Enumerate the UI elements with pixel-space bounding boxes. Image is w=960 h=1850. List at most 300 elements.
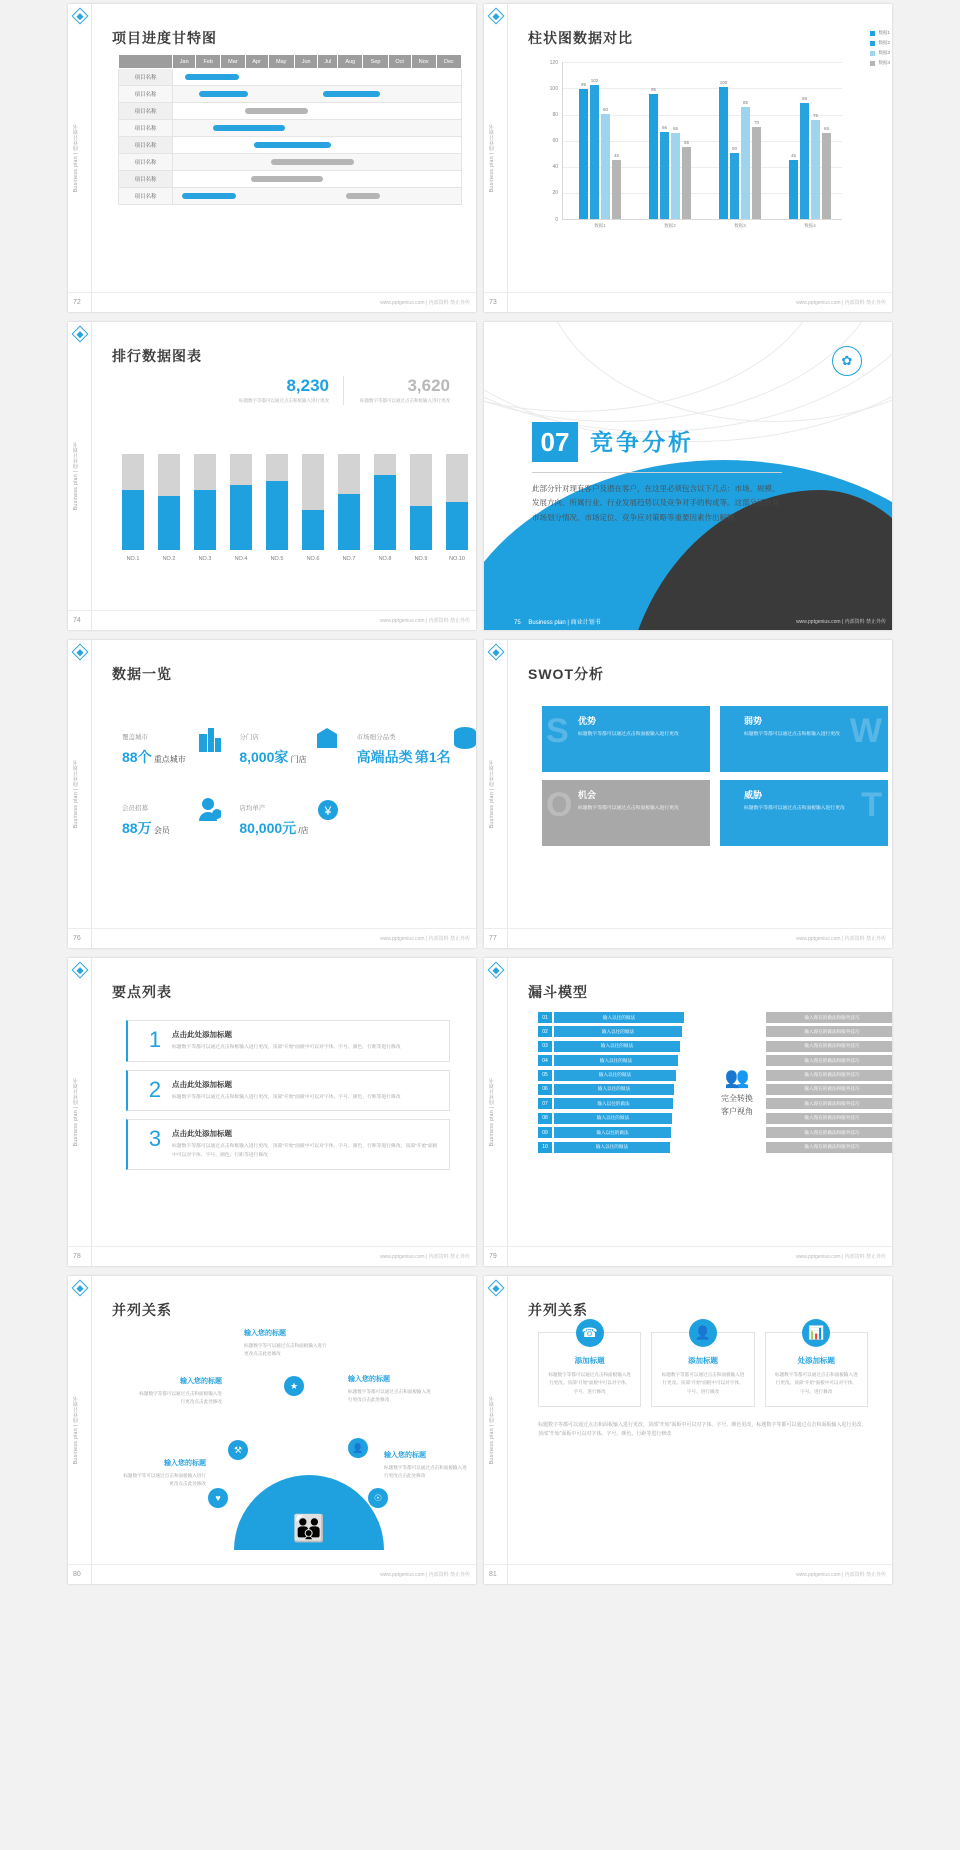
city-icon [199,726,221,752]
funnel-center-label: 完全转换 客户视角 [721,1094,753,1116]
slide-rail [68,4,92,312]
page-title: 柱状图数据对比 [528,30,633,46]
data-item-empty [357,803,474,838]
table-row[interactable] [119,103,462,120]
person-icon: 👤 [689,1319,717,1347]
rank-column: NO.8 [374,454,396,550]
info-card[interactable] [651,1325,754,1407]
gantt-month: Feb [196,55,221,69]
diamond-icon [72,1280,89,1297]
quadrant-desc: 标题数字等都可以通过点击和框输入进行更改 [744,732,840,737]
gantt-month: Apr [245,55,268,69]
bar: 80 [601,114,610,219]
stat-value: 3,620 [407,376,450,395]
chart-legend [870,30,890,70]
slide-rail [68,958,92,1266]
section-title: 竞争分析 [590,429,694,455]
gantt-row-label: 项目名称 [119,120,173,137]
y-axis [542,60,560,223]
item-caption: 店均单产 [239,805,266,812]
slide-body [92,1276,476,1564]
bar: 75 [811,120,820,219]
funnel-row[interactable]: 04 输入以往的做法 [538,1055,684,1066]
gantt-month: Sep [363,55,388,69]
page-title: SWOT分析 [528,666,604,682]
rank-column: NO.5 [266,454,288,550]
gantt-bar [182,193,237,199]
bar: 66 [660,132,669,219]
bar: 65 [671,133,680,219]
section-number: 07 [532,422,578,462]
rail-label: Business plan | 商业计划书 [73,441,79,511]
slide-body [508,958,892,1246]
slide-rail [68,322,92,630]
page-title: 并列关系 [112,1302,172,1318]
page-number: 72 [73,299,81,306]
y-tick: 40 [552,164,558,170]
rank-column: NO.9 [410,454,432,550]
quadrant-title: 威胁 [744,790,763,800]
rank-column: NO.2 [158,454,180,550]
card-title: 添加标题 [687,1356,718,1365]
footer-note: www.pptgenius.com | 内部资料 禁止外传 [796,619,886,625]
footer-note: www.pptgenius.com | 内部资料 禁止外传 [380,1254,470,1260]
slide-75[interactable] [484,322,892,630]
item-value: 80,000元 /店 [239,820,309,836]
gantt-bar [346,193,381,199]
ranking-chart [122,454,465,566]
diamond-icon [72,644,89,661]
quadrant-desc: 标题数字等都可以通过点击和面板输入进行更改 [578,732,679,737]
table-row[interactable] [119,154,462,171]
bar: 85 [741,107,750,219]
gantt-bar [254,142,332,148]
rank-column: NO.3 [194,454,216,550]
slide-73[interactable] [484,4,892,312]
data-item [122,803,239,838]
page-number: 76 [73,935,81,942]
gantt-month: Aug [338,55,363,69]
table-row[interactable] [119,69,462,86]
gantt-row-label: 项目名称 [119,103,173,120]
legend-item: 数据1 [870,30,890,36]
diagram-item[interactable]: 输入您的标题 标题数字等可以通过点击和面板输入进行更改点击此处修改 [244,1330,327,1357]
funnel-row[interactable]: 03 输入以往的做法 [538,1041,684,1052]
gantt-bar [271,159,355,165]
gantt-row-label: 项目名称 [119,188,173,205]
slide-76[interactable] [68,640,476,948]
gantt-bar [185,74,240,80]
card-title: 添加标题 [574,1356,605,1365]
data-overview [122,732,474,874]
table-row[interactable] [119,171,462,188]
parallel-diagram [116,1328,466,1558]
gantt-track [173,154,462,171]
gantt-month: Dec [436,55,461,69]
quadrant-desc: 标题数字等都可以通过点击和面板输入进行更改 [578,806,679,811]
slide-74[interactable] [68,322,476,630]
funnel-right-column [766,1012,892,1156]
page-title: 并列关系 [528,1302,588,1318]
person-icon: 👤 [348,1438,368,1458]
funnel-row[interactable]: 输入现在的做法和服务技巧 [766,1113,892,1124]
stat-desc: 标题数字等都可以通过点击和框输入进行更改 [360,398,450,403]
x-tick: 数据2 [664,223,676,228]
page-number: 73 [489,299,497,306]
gantt-row-label: 项目名称 [119,86,173,103]
member-icon [199,797,221,821]
x-tick: 数据4 [804,223,816,228]
item-value: 88万 会员 [122,820,170,836]
gantt-row-label: 项目名称 [119,154,173,171]
footer-note: www.pptgenius.com | 内部资料 禁止外传 [796,1572,886,1578]
diamond-icon [488,1280,505,1297]
heart-icon: ♥ [208,1488,228,1508]
swot-quadrant-strength[interactable] [542,706,710,772]
gantt-table [118,54,462,205]
rail-label: Business plan | 商业计划书 [489,123,495,193]
item-desc: 标题数字等都可以通过点击和框输入进行更改，顶部“开始”面板中可以对字体、字号、颜色、行距等进行修改 [172,1094,401,1100]
gantt-track [173,69,462,86]
diamond-icon [488,644,505,661]
slide-body [92,322,476,610]
funnel-row[interactable]: 09 输入以往的做法 [538,1127,684,1138]
funnel-row[interactable]: 输入现在的做法和服务技巧 [766,1055,892,1066]
page-title: 排行数据图表 [112,348,202,364]
item-value: 8,000家 门店 [239,749,307,765]
slide-79[interactable] [484,958,892,1266]
gantt-track [173,188,462,205]
page-title: 数据一览 [112,666,172,682]
bar: 50 [730,153,739,219]
plot-area [562,62,842,228]
table-row[interactable] [119,120,462,137]
quadrant-desc: 标题数字等都可以通过点击和面板输入进行更改 [744,806,845,811]
gantt-bar [199,91,248,97]
store-icon [315,726,339,750]
bar: 45 [789,160,798,219]
data-item [239,803,356,838]
y-tick: 20 [552,190,558,196]
y-tick: 100 [549,86,558,92]
rank-column: NO.6 [302,454,324,550]
card-title: 处添加标题 [797,1356,836,1365]
footer-note: www.pptgenius.com | 内部资料 禁止外传 [380,300,470,306]
slide-body [508,4,892,292]
footer-note: www.pptgenius.com | 内部资料 禁止外传 [380,936,470,942]
funnel-row[interactable]: 07 输入以往的做法 [538,1098,684,1109]
y-tick: 60 [552,138,558,144]
y-tick: 0 [555,217,558,223]
diagram-item[interactable]: 输入您的标题 标题数字等都可以通过点击和面板输入进行更改点击此处修改 [139,1378,222,1405]
slide-body [508,1276,892,1564]
gantt-row-label: 项目名称 [119,137,173,154]
gantt-track [173,103,462,120]
swot-letter: T [861,786,882,824]
list-item[interactable] [126,1119,450,1169]
logo-badge: ✿ [832,346,862,376]
svg-text:¥: ¥ [324,804,331,818]
rail-label: Business plan | 商业计划书 [73,1077,79,1147]
divider [343,376,344,405]
list-item[interactable] [126,1020,450,1062]
quadrant-title: 机会 [578,790,597,800]
bar: 100 [719,87,728,219]
card-desc: 标题数字等都可以通过点击和面板输入进行更改。顶部“开始”面板中可以对字体、字号、进行修改 [661,1372,745,1394]
slide-78[interactable] [68,958,476,1266]
funnel-row[interactable]: 05 输入以往的做法 [538,1070,684,1081]
cover-footer [514,617,601,626]
funnel-row[interactable]: 输入现在的做法和服务技巧 [766,1012,892,1023]
gantt-track [173,120,462,137]
slide-rail [68,1276,92,1584]
bar-group [579,78,621,228]
globe-icon: ☉ [368,1488,388,1508]
slide-body [508,640,892,928]
page-number: 80 [73,1571,81,1578]
swot-letter: S [546,712,569,750]
presentation-icon: 📊 [802,1319,830,1347]
gantt-month: Mar [221,55,246,69]
slide-80[interactable] [68,1276,476,1584]
card-desc: 标题数字等都可以通过点击和面板输入进行更改。顶部“开始”面板中可以对字体、字号、进行修改 [774,1372,858,1394]
slide-footer [68,1564,476,1584]
item-number: 2 [148,1076,162,1102]
bar: 95 [649,94,658,219]
gantt-month: Nov [411,55,436,69]
gantt-header-row [119,55,462,69]
funnel-row[interactable]: 输入现在的做法和服务技巧 [766,1026,892,1037]
list-item[interactable] [126,1070,450,1112]
slide-72[interactable] [68,4,476,312]
page-number: 79 [489,1253,497,1260]
footer-note: www.pptgenius.com | 内部资料 禁止外传 [796,936,886,942]
shield-icon: ★ [284,1376,304,1396]
rail-label: Business plan | 商业计划书 [489,759,495,829]
page-number: 81 [489,1571,497,1578]
swot-quadrant-weakness[interactable] [720,706,888,772]
stat-desc: 标题数字等都可以通过点击和框输入进行更改 [239,398,329,403]
y-tick: 120 [549,60,558,66]
legend-item: 数据2 [870,40,890,46]
page-title: 项目进度甘特图 [112,30,217,46]
diagram-item[interactable]: 输入您的标题 标题数字等都可以通过点击和面板输入进行更改点击此处修改 [384,1452,467,1479]
slide-footer [68,928,476,948]
stat-value: 8,230 [286,376,329,395]
gantt-corner [119,55,173,69]
money-icon [317,797,339,821]
data-item [239,732,356,767]
rank-column: NO.4 [230,454,252,550]
column-chart [542,62,842,242]
rail-label: Business plan | 商业计划书 [73,1395,79,1465]
arch-shape [234,1475,384,1550]
headset-icon: ☎ [576,1319,604,1347]
slide-77[interactable] [484,640,892,948]
slide-body [92,640,476,928]
item-desc: 标题数字等都可以通过点击和框输入进行更改，顶部“开始”面板中可以对字体、字号、颜色、行距等进行修改，顶部“开始”面板中可以对字体、字号、颜色、行距等进行修改 [172,1144,438,1158]
funnel-row[interactable]: 输入现在的做法和服务技巧 [766,1070,892,1081]
legend-item: 数据3 [870,50,890,56]
rank-column: NO.10 [446,454,468,550]
stat-row [237,376,450,405]
stat-card [237,376,329,405]
bar: 70 [752,127,761,219]
swot-quadrant-threat[interactable] [720,780,888,846]
data-item [122,732,239,767]
tools-icon: ⚒ [228,1440,248,1460]
funnel-row[interactable]: 01 输入以往的做法 [538,1012,684,1023]
x-tick: 数据3 [734,223,746,228]
card-group-note: 标题数字等都可以通过点击和面板输入进行更改，顶部“开始”面板中可以对字体、字号、颜色更改，标题数字等都可以通过点击和面板输入进行更改，顶部“开始”面板中可以对字体、字号、颜色、行距等进行修改 [538,1421,867,1438]
footer-note: www.pptgenius.com | 内部资料 禁止外传 [796,300,886,306]
gantt-month: Oct [388,55,411,69]
gantt-track [173,137,462,154]
table-row[interactable] [119,137,462,154]
table-row[interactable] [119,188,462,205]
info-card[interactable] [538,1325,641,1407]
x-tick: 数据1 [594,223,606,228]
gantt-chart [118,54,462,205]
item-caption: 分门店 [239,734,259,741]
gantt-track [173,171,462,188]
funnel-row[interactable]: 输入现在的做法和服务技巧 [766,1098,892,1109]
slide-body [92,958,476,1246]
slide-footer [484,1246,892,1266]
table-row[interactable] [119,86,462,103]
rank-column: NO.1 [122,454,144,550]
quadrant-title: 弱势 [744,716,763,726]
slide-footer [484,1564,892,1584]
gantt-track [173,86,462,103]
slide-footer [484,292,892,312]
funnel-row[interactable]: 06 输入以往的做法 [538,1084,684,1095]
item-caption: 会员招募 [122,805,148,812]
footer-note: www.pptgenius.com | 内部资料 禁止外传 [380,1572,470,1578]
slide-rail [484,4,508,312]
item-number: 3 [148,1126,162,1152]
slide-footer [68,1246,476,1266]
item-caption: 市场细分品类 [356,734,396,741]
swot-matrix [542,706,888,846]
rank-column: NO.7 [338,454,360,550]
page-number: 74 [73,617,81,624]
slide-rail [484,640,508,948]
gantt-month: May [268,55,294,69]
bar: 45 [612,160,621,219]
swot-letter: W [849,712,882,750]
divider [532,472,782,473]
gantt-month: Jun [294,55,317,69]
gantt-row-label: 项目名称 [119,171,173,188]
item-desc: 标题数字等都可以通过点击和框输入进行更改，顶部“开始”面板中可以对字体、字号、颜色、行距等进行修改 [172,1045,401,1050]
family-icon: 👪 [292,1513,326,1543]
bar-group [789,96,831,228]
gantt-bar [251,176,323,182]
gantt-bar [213,125,285,131]
slide-rail [484,1276,508,1584]
swot-letter: O [546,786,573,824]
quadrant-title: 优势 [578,716,597,726]
funnel-left-column [538,1012,684,1156]
slide-81[interactable] [484,1276,892,1584]
data-row [122,732,474,767]
funnel-row[interactable]: 08 输入以往的做法 [538,1113,684,1124]
rail-label: Business plan | 商业计划书 [489,1077,495,1147]
rail-label: Business plan | 商业计划书 [73,123,79,193]
stat-card [358,376,450,405]
key-point-list [126,1020,450,1178]
gantt-bar [323,91,381,97]
people-icon: 👥 [724,1067,750,1089]
gantt-month: Jan [173,55,196,69]
gantt-bar [245,108,308,114]
item-value: 88个 重点城市 [122,749,186,765]
bar: 102 [590,85,599,219]
y-tick: 80 [552,112,558,118]
diagram-item[interactable]: 输入您的标题 标题数字等可以通过点击和面板输入进行更改点击此处修改 [123,1460,206,1487]
item-title: 点击此处添加标题 [172,1030,232,1039]
cylinder-icon [452,726,476,750]
item-number: 1 [148,1027,162,1052]
funnel-row[interactable]: 输入现在的做法和服务技巧 [766,1127,892,1138]
footer-note: www.pptgenius.com | 内部资料 禁止外传 [796,1254,886,1260]
section-description: 此部分针对现有客户及潜在客户，在这里必须包含以下几点：市场、规模、发展方向、所属行业、行业发展趋势以及竞争对手的构成等。这部分还针对市场划分情况、市场定位、竞争应对策略等重要因素作出解释。 [532,484,780,522]
legend-item: 数据4 [870,60,890,66]
bar: 99 [579,89,588,219]
slide-rail [484,958,508,1266]
gantt-month: Jul [318,55,338,69]
footer-note: www.pptgenius.com | 内部资料 禁止外传 [380,618,470,624]
page-number: 77 [489,935,497,942]
section-cover [484,322,892,630]
card-desc: 标题数字等都可以通过点击和面板输入进行更改。顶部“开始”面板中可以对字体、字号、进行修改 [548,1372,632,1394]
slide-body [92,4,476,292]
slide-footer [68,292,476,312]
page-number: 75 [514,620,521,626]
slide-footer [68,610,476,630]
rail-label: Business plan | 商业计划书 [73,759,79,829]
gantt-row-label: 项目名称 [119,69,173,86]
page-title: 要点列表 [112,984,172,1000]
slide-rail [68,640,92,948]
item-caption: 覆盖城市 [122,734,148,741]
bar-group [719,80,761,228]
bar-group [649,87,691,228]
funnel-row[interactable]: 输入现在的做法和服务技巧 [766,1142,892,1153]
funnel-row[interactable]: 10 输入以往的做法 [538,1142,684,1153]
card-group [538,1325,868,1440]
cover-footer-label: Business plan | 商业计划书 [528,620,601,626]
swot-quadrant-opportunity[interactable] [542,780,710,846]
bar: 65 [822,133,831,219]
bar: 55 [682,147,691,219]
info-card[interactable] [765,1325,868,1407]
item-title: 点击此处添加标题 [172,1129,232,1139]
funnel-row[interactable]: 02 输入以往的做法 [538,1026,684,1037]
page-title: 漏斗模型 [528,984,588,1000]
item-title: 点击此处添加标题 [172,1079,232,1089]
diamond-icon [72,8,89,25]
slide-footer [484,928,892,948]
rail-label: Business plan | 商业计划书 [489,1395,495,1465]
diamond-icon [72,326,89,343]
diamond-icon [488,962,505,979]
diamond-icon [488,8,505,25]
funnel-row[interactable]: 输入现在的做法和服务技巧 [766,1041,892,1052]
diagram-item[interactable]: 输入您的标题 标题数字等都可以通过点击和面板输入进行更改点击此处修改 [348,1376,431,1403]
funnel-row[interactable]: 输入现在的做法和服务技巧 [766,1084,892,1095]
